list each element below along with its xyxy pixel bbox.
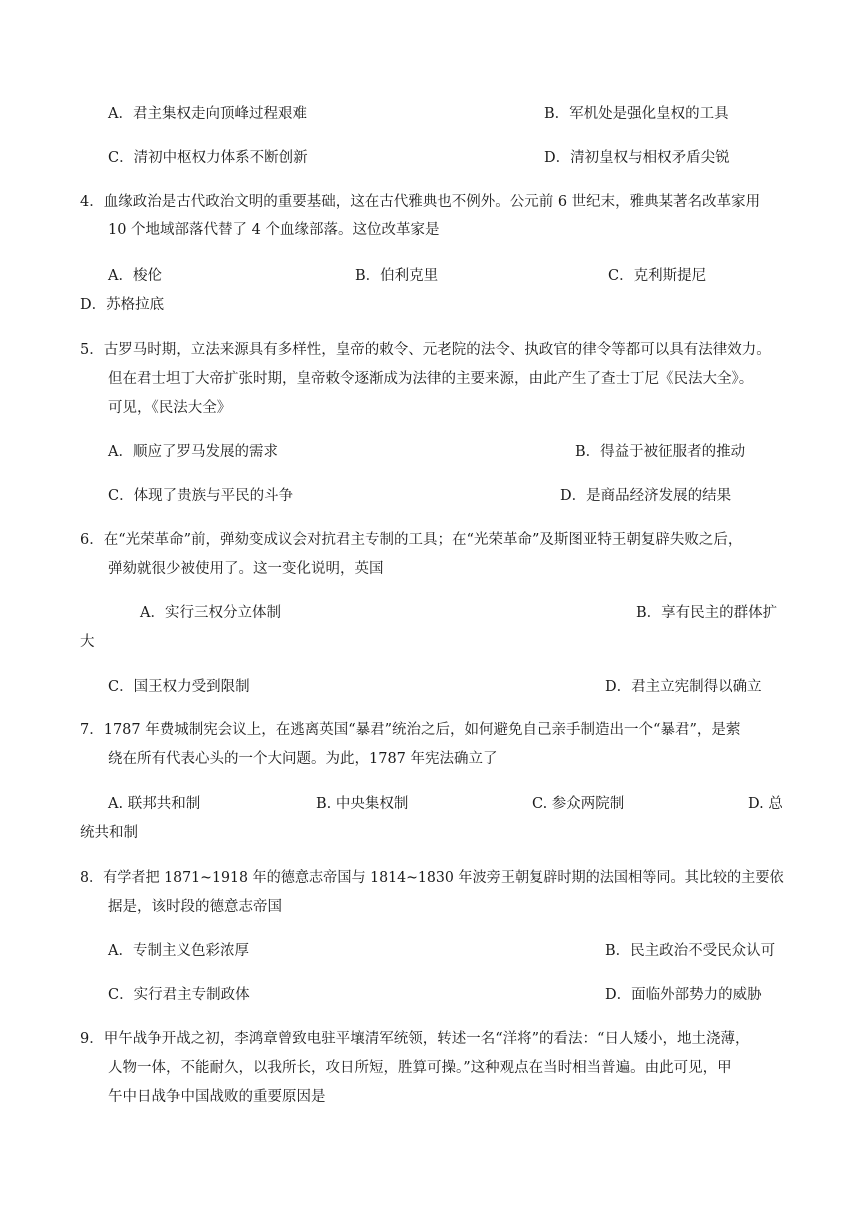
q3-option-a[interactable]: A．君主集权走向顶峰过程艰难 bbox=[108, 106, 307, 122]
q7-option-c[interactable]: C. 参众两院制 bbox=[532, 796, 625, 812]
q8-option-d[interactable]: D．面临外部势力的威胁 bbox=[605, 987, 762, 1003]
q4-option-c[interactable]: C．克利斯提尼 bbox=[608, 268, 707, 284]
q7-option-b[interactable]: B. 中央集权制 bbox=[316, 796, 409, 812]
q3-option-d[interactable]: D．清初皇权与相权矛盾尖锐 bbox=[544, 150, 730, 166]
q5-option-c[interactable]: C．体现了贵族与平民的斗争 bbox=[108, 488, 294, 504]
q3-option-c[interactable]: C．清初中枢权力体系不断创新 bbox=[108, 150, 308, 166]
q5-option-d[interactable]: D．是商品经济发展的结果 bbox=[560, 488, 732, 504]
q6-option-d[interactable]: D．君主立宪制得以确立 bbox=[605, 679, 762, 695]
q6-option-b[interactable]: B．享有民主的群体扩 bbox=[636, 605, 778, 621]
q8-stem-line-1: 8．有学者把 1871~1918 年的德意志帝国与 1814~1830 年波旁王朝复辟时期的法国相等同。其比较的主要依 bbox=[80, 870, 784, 886]
q6-option-a[interactable]: A．实行三权分立体制 bbox=[140, 605, 281, 621]
q6-stem-line-1: 6．在“光荣革命”前，弹劾变成议会对抗君主专制的工具；在“光荣革命”及斯图亚特王朝复辟失败之后， bbox=[80, 532, 743, 548]
q4-option-d[interactable]: D．苏格拉底 bbox=[80, 297, 165, 313]
q7-option-a[interactable]: A. 联邦共和制 bbox=[108, 796, 201, 812]
q4-option-b[interactable]: B．伯利克里 bbox=[355, 268, 439, 284]
q4-stem-line-1: 4．血缘政治是古代政治文明的重要基础，这在古代雅典也不例外。公元前 6 世纪末，雅典某著名改革家用 bbox=[80, 194, 761, 210]
q7-stem-line-2: 绕在所有代表心头的一个大问题。为此，1787 年宪法确立了 bbox=[108, 751, 498, 767]
q8-option-c[interactable]: C．实行君主专制政体 bbox=[108, 987, 250, 1003]
q5-stem-line-3: 可见，《民法大全》 bbox=[108, 400, 232, 416]
q5-option-a[interactable]: A．顺应了罗马发展的需求 bbox=[108, 444, 278, 460]
q4-option-a[interactable]: A．梭伦 bbox=[108, 268, 162, 284]
q7-option-d[interactable]: D. 总 bbox=[748, 796, 783, 812]
q3-option-b[interactable]: B．军机处是强化皇权的工具 bbox=[544, 106, 729, 122]
q7-option-d-continued: 统共和制 bbox=[80, 825, 138, 841]
q4-stem-line-2: 10 个地域部落代替了 4 个血缘部落。这位改革家是 bbox=[108, 222, 440, 238]
q6-option-b-continued: 大 bbox=[80, 634, 95, 650]
q9-stem-line-1: 9．甲午战争开战之初，李鸿章曾致电驻平壤清军统领，转述一名“洋将”的看法：“日人矮小，地土浇薄， bbox=[80, 1031, 750, 1047]
q8-option-b[interactable]: B．民主政治不受民众认可 bbox=[605, 943, 776, 959]
q8-option-a[interactable]: A．专制主义色彩浓厚 bbox=[108, 943, 249, 959]
q8-stem-line-2: 据是，该时段的德意志帝国 bbox=[108, 899, 282, 915]
q5-stem-line-2: 但在君士坦丁大帝扩张时期，皇帝敕令逐渐成为法律的主要来源，由此产生了查士丁尼《民法大全》。 bbox=[108, 371, 754, 387]
q7-stem-line-1: 7．1787 年费城制宪会议上，在逃离英国“暴君”统治之后，如何避免自己亲手制造出一个“暴君”，是萦 bbox=[80, 722, 741, 738]
q5-stem-line-1: 5．古罗马时期，立法来源具有多样性，皇帝的敕令、元老院的法令、执政官的律令等都可以具有法律效力。 bbox=[80, 342, 771, 358]
q6-stem-line-2: 弹劾就很少被使用了。这一变化说明，英国 bbox=[108, 561, 384, 577]
q6-option-c[interactable]: C．国王权力受到限制 bbox=[108, 679, 250, 695]
q9-stem-line-3: 午中日战争中国战败的重要原因是 bbox=[108, 1089, 326, 1105]
q9-stem-line-2: 人物一体，不能耐久，以我所长，攻日所短，胜算可操。”这种观点在当时相当普遍。由此可见，甲 bbox=[108, 1060, 732, 1076]
q5-option-b[interactable]: B．得益于被征服者的推动 bbox=[575, 444, 746, 460]
